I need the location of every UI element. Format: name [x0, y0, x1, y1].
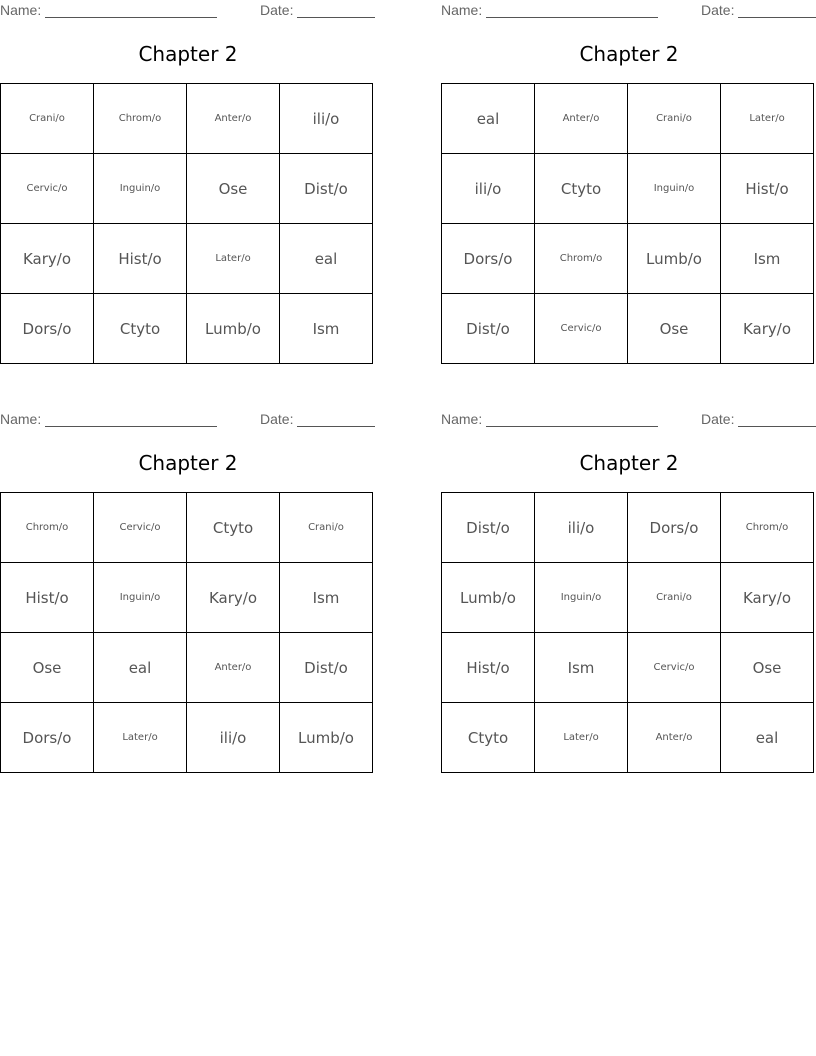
- grid-cell: Ose: [628, 294, 721, 364]
- grid-cell: Crani/o: [628, 84, 721, 154]
- grid-cell: Cervic/o: [628, 633, 721, 703]
- grid-cell: Dors/o: [628, 493, 721, 563]
- grid-cell: Chrom/o: [94, 84, 187, 154]
- grid-cell: Dors/o: [1, 294, 94, 364]
- name-date-header: [0, 411, 376, 429]
- grid-cell: Lumb/o: [442, 563, 535, 633]
- grid-cell: Kary/o: [721, 563, 814, 633]
- date-line: [297, 426, 375, 427]
- card-title: Chapter 2: [579, 42, 679, 66]
- grid-row: [442, 563, 814, 633]
- grid-row: [442, 703, 814, 773]
- grid-cell: Cervic/o: [1, 154, 94, 224]
- bingo-grid: [441, 492, 814, 773]
- grid-row: [442, 154, 814, 224]
- grid-row: [1, 563, 373, 633]
- grid-row: [442, 84, 814, 154]
- date-line: [738, 17, 816, 18]
- grid-cell: Dist/o: [280, 154, 373, 224]
- grid-row: [1, 703, 373, 773]
- name-label: Name:: [0, 411, 42, 427]
- grid-cell: Lumb/o: [280, 703, 373, 773]
- grid-cell: Ism: [280, 294, 373, 364]
- name-date-header: [441, 411, 816, 429]
- grid-cell: Dist/o: [442, 493, 535, 563]
- grid-cell: ili/o: [442, 154, 535, 224]
- grid-cell: Ose: [187, 154, 280, 224]
- grid-row: [1, 84, 373, 154]
- grid-cell: Ism: [535, 633, 628, 703]
- grid-cell: Anter/o: [187, 633, 280, 703]
- grid-cell: Ctyto: [442, 703, 535, 773]
- grid-cell: Lumb/o: [628, 224, 721, 294]
- grid-cell: Crani/o: [1, 84, 94, 154]
- grid-cell: Ose: [721, 633, 814, 703]
- grid-cell: Chrom/o: [721, 493, 814, 563]
- grid-cell: Later/o: [94, 703, 187, 773]
- grid-cell: eal: [94, 633, 187, 703]
- grid-cell: Kary/o: [187, 563, 280, 633]
- grid-cell: Anter/o: [628, 703, 721, 773]
- grid-row: [1, 294, 373, 364]
- grid-cell: Hist/o: [442, 633, 535, 703]
- grid-cell: Anter/o: [187, 84, 280, 154]
- grid-row: [1, 633, 373, 703]
- grid-cell: Inguin/o: [94, 154, 187, 224]
- date-label: Date:: [260, 411, 294, 427]
- name-date-header: [441, 2, 816, 20]
- grid-cell: eal: [280, 224, 373, 294]
- bingo-grid: [441, 83, 814, 364]
- grid-cell: Ose: [1, 633, 94, 703]
- card-title: Chapter 2: [138, 42, 238, 66]
- grid-cell: Dist/o: [442, 294, 535, 364]
- grid-cell: Later/o: [187, 224, 280, 294]
- grid-cell: Chrom/o: [535, 224, 628, 294]
- name-label: Name:: [441, 411, 483, 427]
- card-title: Chapter 2: [138, 451, 238, 475]
- grid-row: [442, 633, 814, 703]
- grid-cell: Kary/o: [721, 294, 814, 364]
- date-label: Date:: [260, 2, 294, 18]
- grid-cell: Chrom/o: [1, 493, 94, 563]
- grid-cell: Cervic/o: [535, 294, 628, 364]
- grid-cell: Hist/o: [721, 154, 814, 224]
- grid-cell: Dors/o: [1, 703, 94, 773]
- grid-cell: Kary/o: [1, 224, 94, 294]
- grid-cell: Dors/o: [442, 224, 535, 294]
- grid-cell: Inguin/o: [535, 563, 628, 633]
- grid-row: [442, 294, 814, 364]
- name-line: [45, 426, 217, 427]
- grid-cell: Ism: [721, 224, 814, 294]
- grid-cell: Hist/o: [1, 563, 94, 633]
- name-label: Name:: [441, 2, 483, 18]
- grid-row: [1, 154, 373, 224]
- date-line: [297, 17, 375, 18]
- name-line: [486, 17, 658, 18]
- grid-row: [1, 224, 373, 294]
- grid-cell: Later/o: [535, 703, 628, 773]
- grid-cell: eal: [721, 703, 814, 773]
- name-date-header: [0, 2, 376, 20]
- date-label: Date:: [701, 2, 735, 18]
- bingo-grid: [0, 83, 373, 364]
- grid-cell: Crani/o: [280, 493, 373, 563]
- grid-cell: Ctyto: [187, 493, 280, 563]
- grid-cell: Inguin/o: [628, 154, 721, 224]
- grid-cell: Ism: [280, 563, 373, 633]
- grid-cell: Crani/o: [628, 563, 721, 633]
- grid-cell: Inguin/o: [94, 563, 187, 633]
- date-line: [738, 426, 816, 427]
- grid-row: [1, 493, 373, 563]
- grid-cell: Lumb/o: [187, 294, 280, 364]
- grid-cell: Ctyto: [94, 294, 187, 364]
- name-line: [486, 426, 658, 427]
- grid-row: [442, 493, 814, 563]
- grid-cell: Later/o: [721, 84, 814, 154]
- grid-cell: Ctyto: [535, 154, 628, 224]
- grid-cell: ili/o: [187, 703, 280, 773]
- grid-cell: ili/o: [280, 84, 373, 154]
- grid-cell: Dist/o: [280, 633, 373, 703]
- grid-cell: Hist/o: [94, 224, 187, 294]
- grid-cell: ili/o: [535, 493, 628, 563]
- bingo-grid: [0, 492, 373, 773]
- name-label: Name:: [0, 2, 42, 18]
- grid-cell: Cervic/o: [94, 493, 187, 563]
- grid-cell: Anter/o: [535, 84, 628, 154]
- grid-row: [442, 224, 814, 294]
- card-title: Chapter 2: [579, 451, 679, 475]
- grid-cell: eal: [442, 84, 535, 154]
- date-label: Date:: [701, 411, 735, 427]
- name-line: [45, 17, 217, 18]
